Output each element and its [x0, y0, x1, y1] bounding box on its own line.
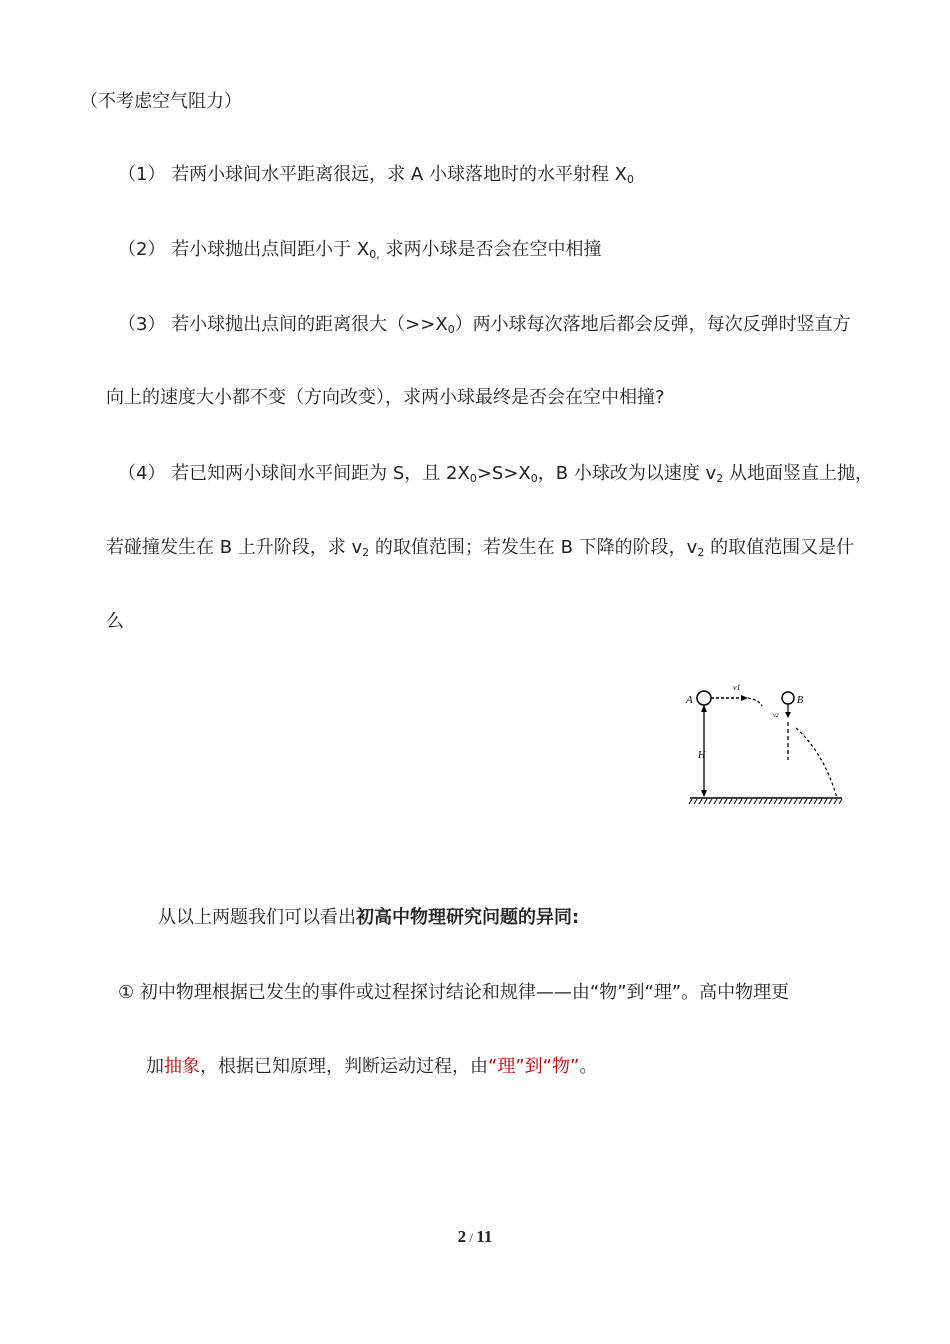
note-line: （不考虑空气阻力） — [80, 91, 242, 112]
label-a: A — [686, 694, 693, 706]
label-h: H — [698, 750, 706, 761]
question-4-line-3: 么 — [106, 611, 124, 632]
trajectory-long — [796, 728, 837, 798]
question-4-line-2: 若碰撞发生在 B 上升阶段，求 $v_2$ 的取值范围；若发生在 B 下降的阶段，$v_2$ 的取值范围又是什 — [106, 537, 855, 559]
page-number: 2 / 11 — [457, 1227, 493, 1246]
v1-arrowhead — [741, 695, 748, 701]
ball-b — [782, 692, 794, 704]
point-1-line-2: 加抽象，根据已知原理，判断运动过程，由“理”到“物”。 — [146, 1056, 598, 1077]
question-4: （4） 若已知两小球间水平间距为 S，且 $2X_0>S>X_0$，B 小球改为以速度 $v_2$ 从地面竖直上抛， — [118, 463, 873, 485]
question-3-line-2: 向上的速度大小都不变（方向改变），求两小球最终是否会在空中相撞? — [106, 387, 665, 408]
height-arrow-bottom — [701, 790, 707, 797]
question-1: （1） 若两小球间水平距离很远，求 A 小球落地时的水平射程 $X_0$ — [118, 164, 634, 186]
label-v2: v2 — [773, 713, 779, 719]
v2-arrowhead — [785, 712, 791, 718]
ball-a — [697, 691, 711, 705]
height-arrow-top — [701, 705, 707, 712]
label-b: B — [797, 695, 804, 706]
projectile-figure — [684, 678, 844, 810]
trajectory-a — [748, 698, 762, 706]
question-2: （2） 若小球抛出点间距小于 $X_{0,}$ 求两小球是否会在空中相撞 — [118, 239, 602, 261]
label-v1: v1 — [733, 683, 741, 692]
summary-line: 从以上两题我们可以看出初高中物理研究问题的异同: — [158, 907, 580, 928]
list-marker: ① — [118, 982, 135, 1003]
ground-hatching — [689, 799, 842, 804]
point-1: ① 初中物理根据已发生的事件或过程探讨结论和规律——由“物”到“理”。高中物理更 — [118, 982, 790, 1003]
question-3: （3） 若小球抛出点间的距离很大$(>>X_0)$两小球每次落地后都会反弹，每次反弹时竖直方 — [118, 314, 851, 336]
